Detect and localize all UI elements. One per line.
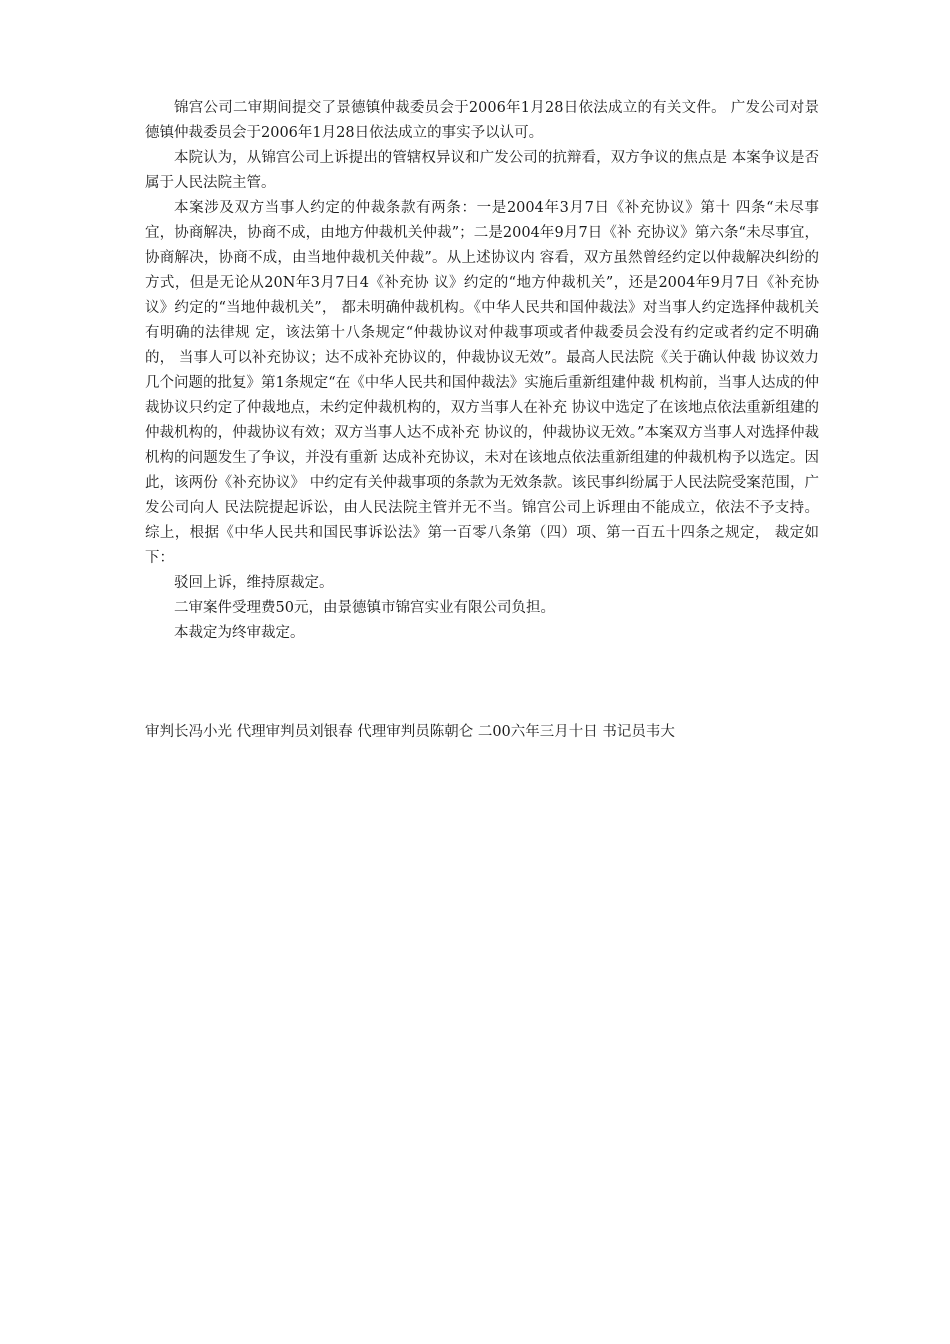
paragraph-final: 本裁定为终审裁定。: [174, 625, 305, 641]
paragraph-evidence: 锦宫公司二审期间提交了景德镇仲裁委员会于2006年1月28日依法成立的有关文件。 广发公司对景德镇仲裁委员会于2006年1月28日依法成立的事实予以认可。: [145, 100, 819, 141]
document-body: [145, 96, 819, 646]
signature-line: 审判长冯小光 代理审判员刘银春 代理审判员陈朝仑 二00六年三月十日 书记员韦大: [145, 724, 675, 740]
paragraph-fee: 二审案件受理费50元，由景德镇市锦宫实业有限公司负担。: [174, 600, 555, 616]
paragraph-arbitration-analysis: 本案涉及双方当事人约定的仲裁条款有两条：一是2004年3月7日《补充协议》第十 四条“未尽事宜，协商解决，协商不成，由地方仲裁机关仲裁”；二是2004年9月7日《补 充协议》第六条“未尽事宜，协商解决，协商不成，由当地仲裁机关仲裁”。从上述协议内 容看，双方虽然曾经约定以仲裁解决纠纷的方式，但是无论从20N年3月7日4《补充协 议》约定的“地方仲裁机关”，还是2004年9月7日《补充协议》约定的“当地仲裁机关”， 都未明确仲裁机构。《中华人民共和国仲裁法》对当事人约定选择仲裁机关有明确的法律规 定，该法第十八条规定“仲裁协议对仲裁事项或者仲裁委员会没有约定或者约定不明确的， 当事人可以补充协议；达不成补充协议的，仲裁协议无效”。最高人民法院《关于确认仲裁 协议效力几个问题的批复》第1条规定“在《中华人民共和国仲裁法》实施后重新组建仲裁 机构前，当事人达成的仲裁协议只约定了仲裁地点，未约定仲裁机构的，双方当事人在补充 协议中选定了在该地点依法重新组建的仲裁机构的，仲裁协议有效；双方当事人达不成补充 协议的，仲裁协议无效。”本案双方当事人对选择仲裁机构的问题发生了争议，并没有重新 达成补充协议，未对在该地点依法重新组建的仲裁机构予以选定。因此，该两份《补充协议》 中约定有关仲裁事项的条款为无效条款。该民事纠纷属于人民法院受案范围，广发公司向人 民法院提起诉讼，由人民法院主管并无不当。锦宫公司上诉理由不能成立，依法不予支持。 综上，根据《中华人民共和国民事诉讼法》第一百零八条第（四）项、第一百五十四条之规定， 裁定如下：: [145, 200, 819, 566]
paragraph-ruling: 驳回上诉，维持原裁定。: [174, 575, 334, 591]
paragraph-court-opinion: 本院认为，从锦宫公司上诉提出的管辖权异议和广发公司的抗辩看，双方争议的焦点是 本案争议是否属于人民法院主管。: [145, 150, 819, 191]
